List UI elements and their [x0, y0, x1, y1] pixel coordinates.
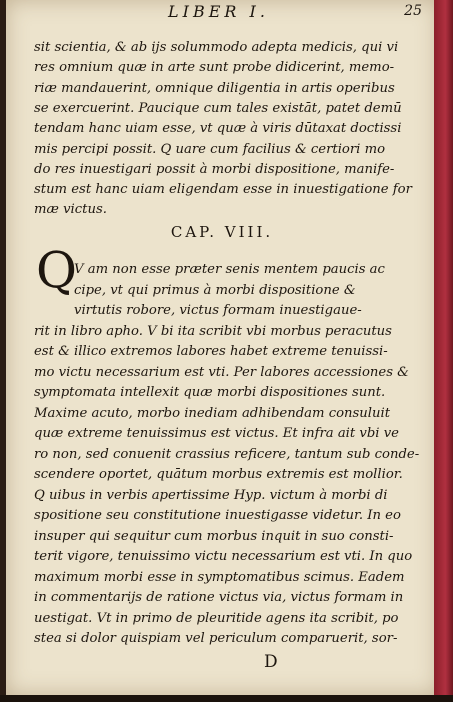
- drop-capital: Q: [36, 241, 77, 299]
- text-line: symptomata intellexit quæ morbi dispositiones sunt.: [34, 385, 386, 400]
- bottom-shadow-edge: [0, 695, 453, 702]
- text-line: uestigat. Vt in primo de pleuritide agens ita scribit, po: [34, 610, 399, 626]
- text-line: rit in libro apho. V bi ita scribit vbi morbus peracutus: [34, 323, 392, 339]
- text-line: sit scientia, & ab ijs solummodo adepta medicis, qui vi: [34, 40, 399, 55]
- text-line: stum est hanc uiam eligendam esse in inuestigatione for: [34, 182, 412, 198]
- text-line: res omnium quæ in arte sunt probe didicerint, memo-: [34, 60, 395, 76]
- text-line: riæ mandauerint, omnique diligentia in artis operibus: [34, 80, 395, 96]
- text-line: ro non, sed conuenit crassius reficere, tantum sub conde-: [34, 446, 420, 462]
- text-line: spositione seu constitutione inuestigasse videtur. In eo: [34, 508, 401, 523]
- signature-mark: D: [264, 652, 278, 672]
- text-line: insuper qui sequitur cum morbus inquit in suo consti-: [34, 528, 394, 544]
- text-line: scendere oportet, quātum morbus extremis est mollior.: [34, 467, 403, 482]
- chapter-heading: CAP. VIII.: [170, 223, 274, 241]
- text-line: stea si dolor quispiam vel periculum comparuerit, sor-: [34, 631, 398, 646]
- page-number: 25: [404, 3, 422, 19]
- red-page-edge: [434, 0, 453, 702]
- book-page: [6, 0, 438, 695]
- text-line: mo victu necessarium est vti. Per labores accessiones &: [34, 364, 409, 380]
- text-line: in commentarijs de ratione victus via, victus formam in: [34, 590, 404, 605]
- running-header: [6, 2, 438, 20]
- text-line: se exercuerint. Paucique cum tales existāt, patet demū: [34, 100, 402, 116]
- text-line: terit vigore, tenuissimo victu necessarium est vti. In quo: [34, 549, 413, 564]
- text-line: Maxime acuto, morbo inediam adhibendam consuluit: [34, 405, 391, 421]
- running-title: LIBER I.: [168, 2, 269, 21]
- text-line: V am non esse præter senis mentem paucis ac: [74, 262, 385, 277]
- text-line: mis percipi possit. Q uare cum facilius & certiori mo: [34, 141, 386, 157]
- text-line: cipe, vt qui primus à morbi dispositione &: [74, 282, 356, 298]
- text-line: quæ extreme tenuissimus est victus. Et infra ait vbi ve: [34, 426, 399, 441]
- text-line: do res inuestigari possit à morbi dispositione, manife-: [34, 161, 395, 177]
- text-line: virtutis robore, victus formam inuestigaue-: [74, 303, 362, 318]
- text-line: maximum morbi esse in symptomatibus scimus. Eadem: [34, 569, 405, 585]
- text-line: est & illico extremos labores habet extreme tenuissi-: [34, 344, 388, 359]
- text-line: mæ victus.: [34, 202, 107, 218]
- text-line: Q uibus in verbis apertissime Hyp. victum à morbi di: [34, 487, 388, 503]
- text-line: tendam hanc uiam esse, vt quæ à viris dūtaxat doctissi: [34, 121, 402, 137]
